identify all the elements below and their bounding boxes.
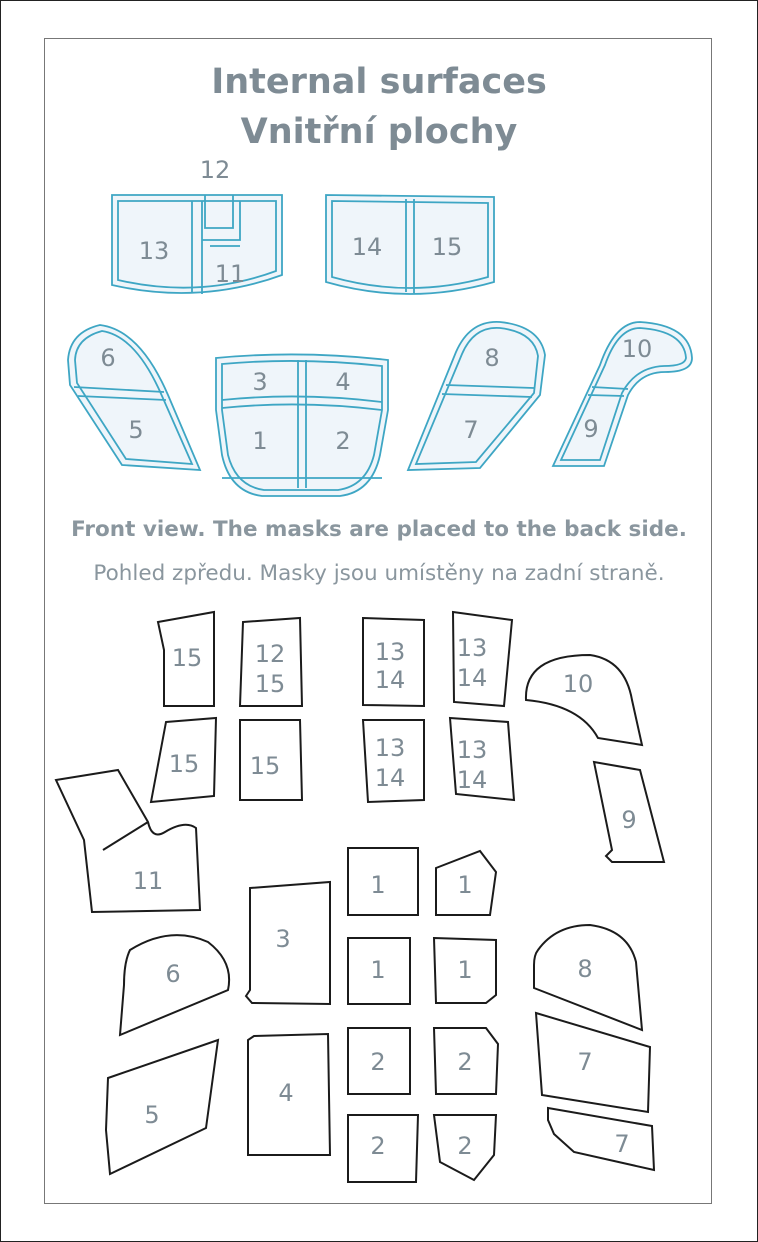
mask-outline	[106, 1040, 218, 1174]
mask-label: 1	[370, 871, 386, 899]
mask-outline	[526, 655, 642, 745]
mask-label: 5	[144, 1101, 160, 1129]
mask-label: 14	[456, 766, 488, 794]
mask-label: 10	[562, 670, 594, 698]
mask-label: 15	[254, 670, 286, 698]
mask-label: 3	[275, 925, 291, 953]
mask-label: 1	[370, 956, 386, 984]
frame-right	[408, 322, 545, 470]
mask-label: 15	[171, 644, 203, 672]
mask-label: 13	[456, 634, 488, 662]
caption-english: Front view. The masks are placed to the back side.	[71, 517, 687, 542]
title-czech: Vnitřní plochy	[240, 112, 518, 152]
label-7: 7	[463, 416, 479, 444]
label-3: 3	[252, 368, 268, 396]
mask-labels	[133, 634, 637, 1160]
mask-label: 9	[621, 806, 637, 834]
label-14: 14	[351, 233, 383, 261]
mask-label: 2	[370, 1048, 386, 1076]
mask-label: 1	[457, 956, 473, 984]
frame-left	[68, 325, 200, 470]
mask-outline	[56, 770, 200, 912]
label-8: 8	[484, 344, 500, 372]
mask-label: 12	[254, 640, 286, 668]
mask-label: 4	[278, 1079, 294, 1107]
mask-label: 15	[249, 752, 281, 780]
label-10: 10	[621, 335, 653, 363]
frame-top-left	[112, 195, 282, 294]
frame-center	[216, 354, 388, 496]
mask-label: 13	[374, 734, 406, 762]
label-2: 2	[335, 427, 351, 455]
label-4: 4	[335, 368, 351, 396]
mask-label: 2	[457, 1132, 473, 1160]
mask-outline	[103, 822, 148, 850]
mask-label: 13	[456, 736, 488, 764]
mask-outline	[548, 1108, 654, 1170]
mask-label: 8	[577, 955, 593, 983]
mask-label: 6	[165, 960, 181, 988]
caption-czech: Pohled zpředu. Masky jsou umístěny na zadní straně.	[93, 561, 665, 586]
label-12: 12	[199, 156, 231, 184]
mask-label: 14	[374, 764, 406, 792]
mask-label: 7	[614, 1130, 630, 1158]
mask-label: 11	[132, 867, 164, 895]
mask-label: 14	[456, 664, 488, 692]
mask-label: 7	[577, 1048, 593, 1076]
label-9: 9	[583, 415, 599, 443]
label-11: 11	[214, 260, 246, 288]
label-15: 15	[431, 233, 463, 261]
label-13: 13	[138, 237, 170, 265]
mask-label: 13	[374, 638, 406, 666]
mask-label: 2	[370, 1132, 386, 1160]
mask-outline	[536, 1013, 650, 1112]
label-6: 6	[100, 344, 116, 372]
mask-label: 15	[168, 750, 200, 778]
label-1: 1	[252, 427, 268, 455]
label-5: 5	[128, 416, 144, 444]
mask-label: 2	[457, 1048, 473, 1076]
mask-label: 1	[457, 871, 473, 899]
mask-label: 14	[374, 666, 406, 694]
title-english: Internal surfaces	[211, 62, 547, 102]
